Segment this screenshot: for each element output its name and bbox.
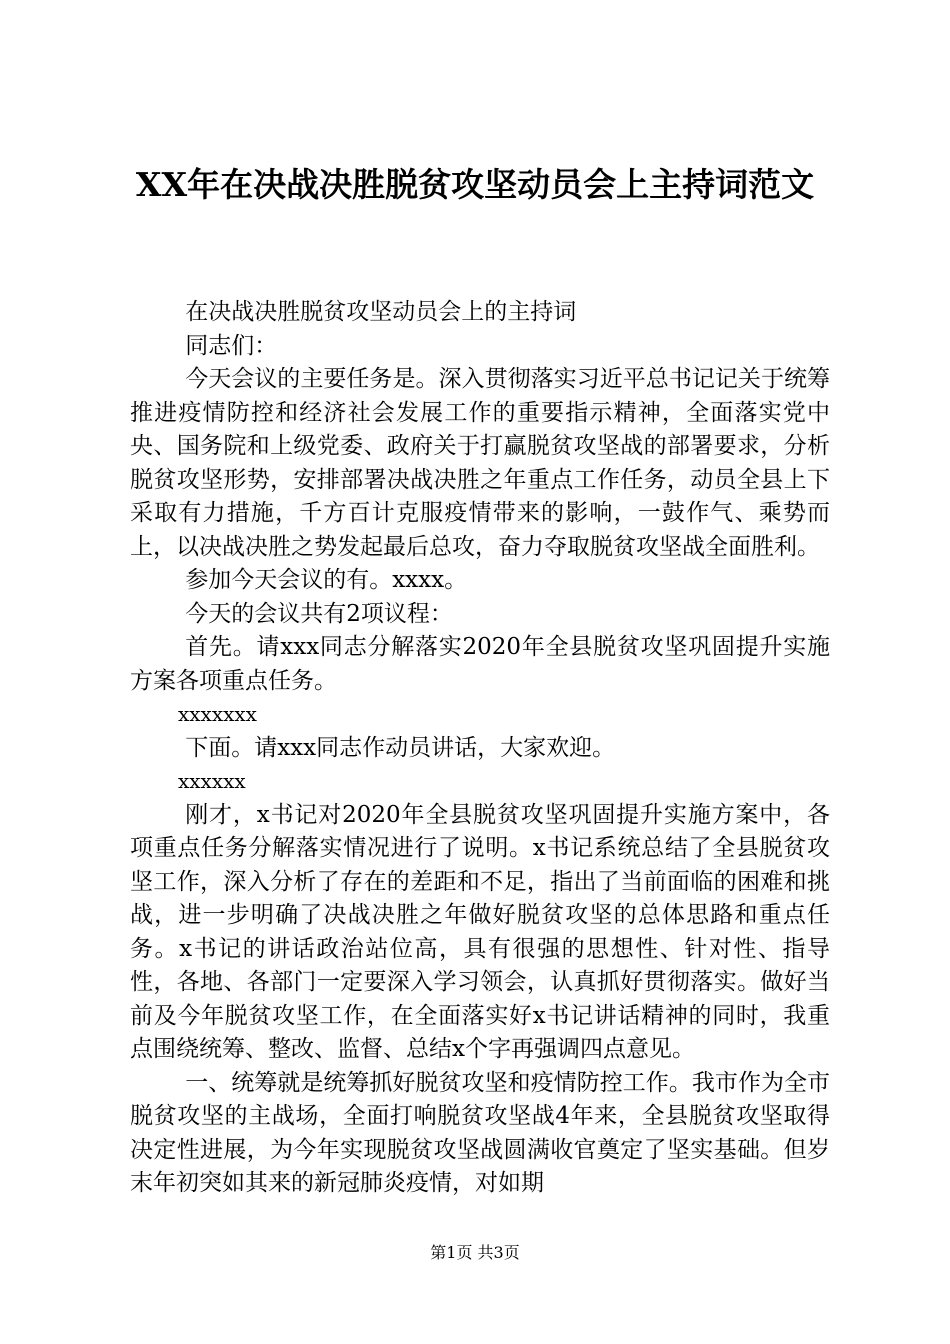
paragraph-task: 今天会议的主要任务是。深入贯彻落实习近平总书记记关于统筹推进疫情防控和经济社会发展工作的重要指示精神，全面落实党中央、国务院和上级党委、政府关于打赢脱贫攻坚战的部署要求，分析脱贫攻坚形势，安排部署决战决胜之年重点工作任务，动员全县上下采取有力措施，千方百计克服疫情带来的影响，一鼓作气、乘势而上，以决战决胜之势发起最后总攻，奋力夺取脱贫攻坚战全面胜利。: [130, 366, 830, 560]
paragraph-agenda: 今天的会议共有2项议程：: [185, 600, 453, 627]
paragraph-placeholder-2: xxxxxx: [178, 769, 246, 793]
document-body: [130, 296, 830, 1201]
page-footer: 第1页 共3页: [430, 1243, 520, 1262]
document-title: XX年在决战决胜脱贫攻坚动员会上主持词范文: [135, 165, 815, 204]
paragraph-greeting: 同志们：: [185, 332, 278, 359]
paragraph-attendees: 参加今天会议的有。xxxx。: [185, 567, 468, 593]
paragraph-summary: 刚才，x书记对2020年全县脱贫攻坚巩固提升实施方案中，各项重点任务分解落实情况进行了说明。x书记系统总结了全县脱贫攻坚工作，深入分析了存在的差距和不足，指出了当前面临的困难和挑战，进一步明确了决战决胜之年做好脱贫攻坚的总体思路和重点任务。x书记的讲话政治站位高，具有很强的思想性、针对性、指导性，各地、各部门一定要深入学习领会，认真抓好贯彻落实。做好当前及今年脱贫攻坚工作，在全面落实好x书记讲话精神的同时，我重点围绕统筹、整改、监督、总结x个字再强调四点意见。: [130, 801, 830, 1062]
paragraph-second-item: 下面。请xxx同志作动员讲话，大家欢迎。: [185, 734, 616, 761]
paragraph-heading: 在决战决胜脱贫攻坚动员会上的主持词: [185, 299, 577, 325]
paragraph-point-one: 一、统筹就是统筹抓好脱贫攻坚和疫情防控工作。我市作为全市脱贫攻坚的主战场，全面打响脱贫攻坚战4年来，全县脱贫攻坚取得决定性进展，为今年实现脱贫攻坚战圆满收官奠定了坚实基础。但岁末年初突如其来的新冠肺炎疫情，对如期: [130, 1069, 830, 1196]
paragraph-first-item: 首先。请xxx同志分解落实2020年全县脱贫攻坚巩固提升实施方案各项重点任务。: [130, 634, 830, 694]
paragraph-placeholder-1: xxxxxxx: [178, 702, 257, 726]
